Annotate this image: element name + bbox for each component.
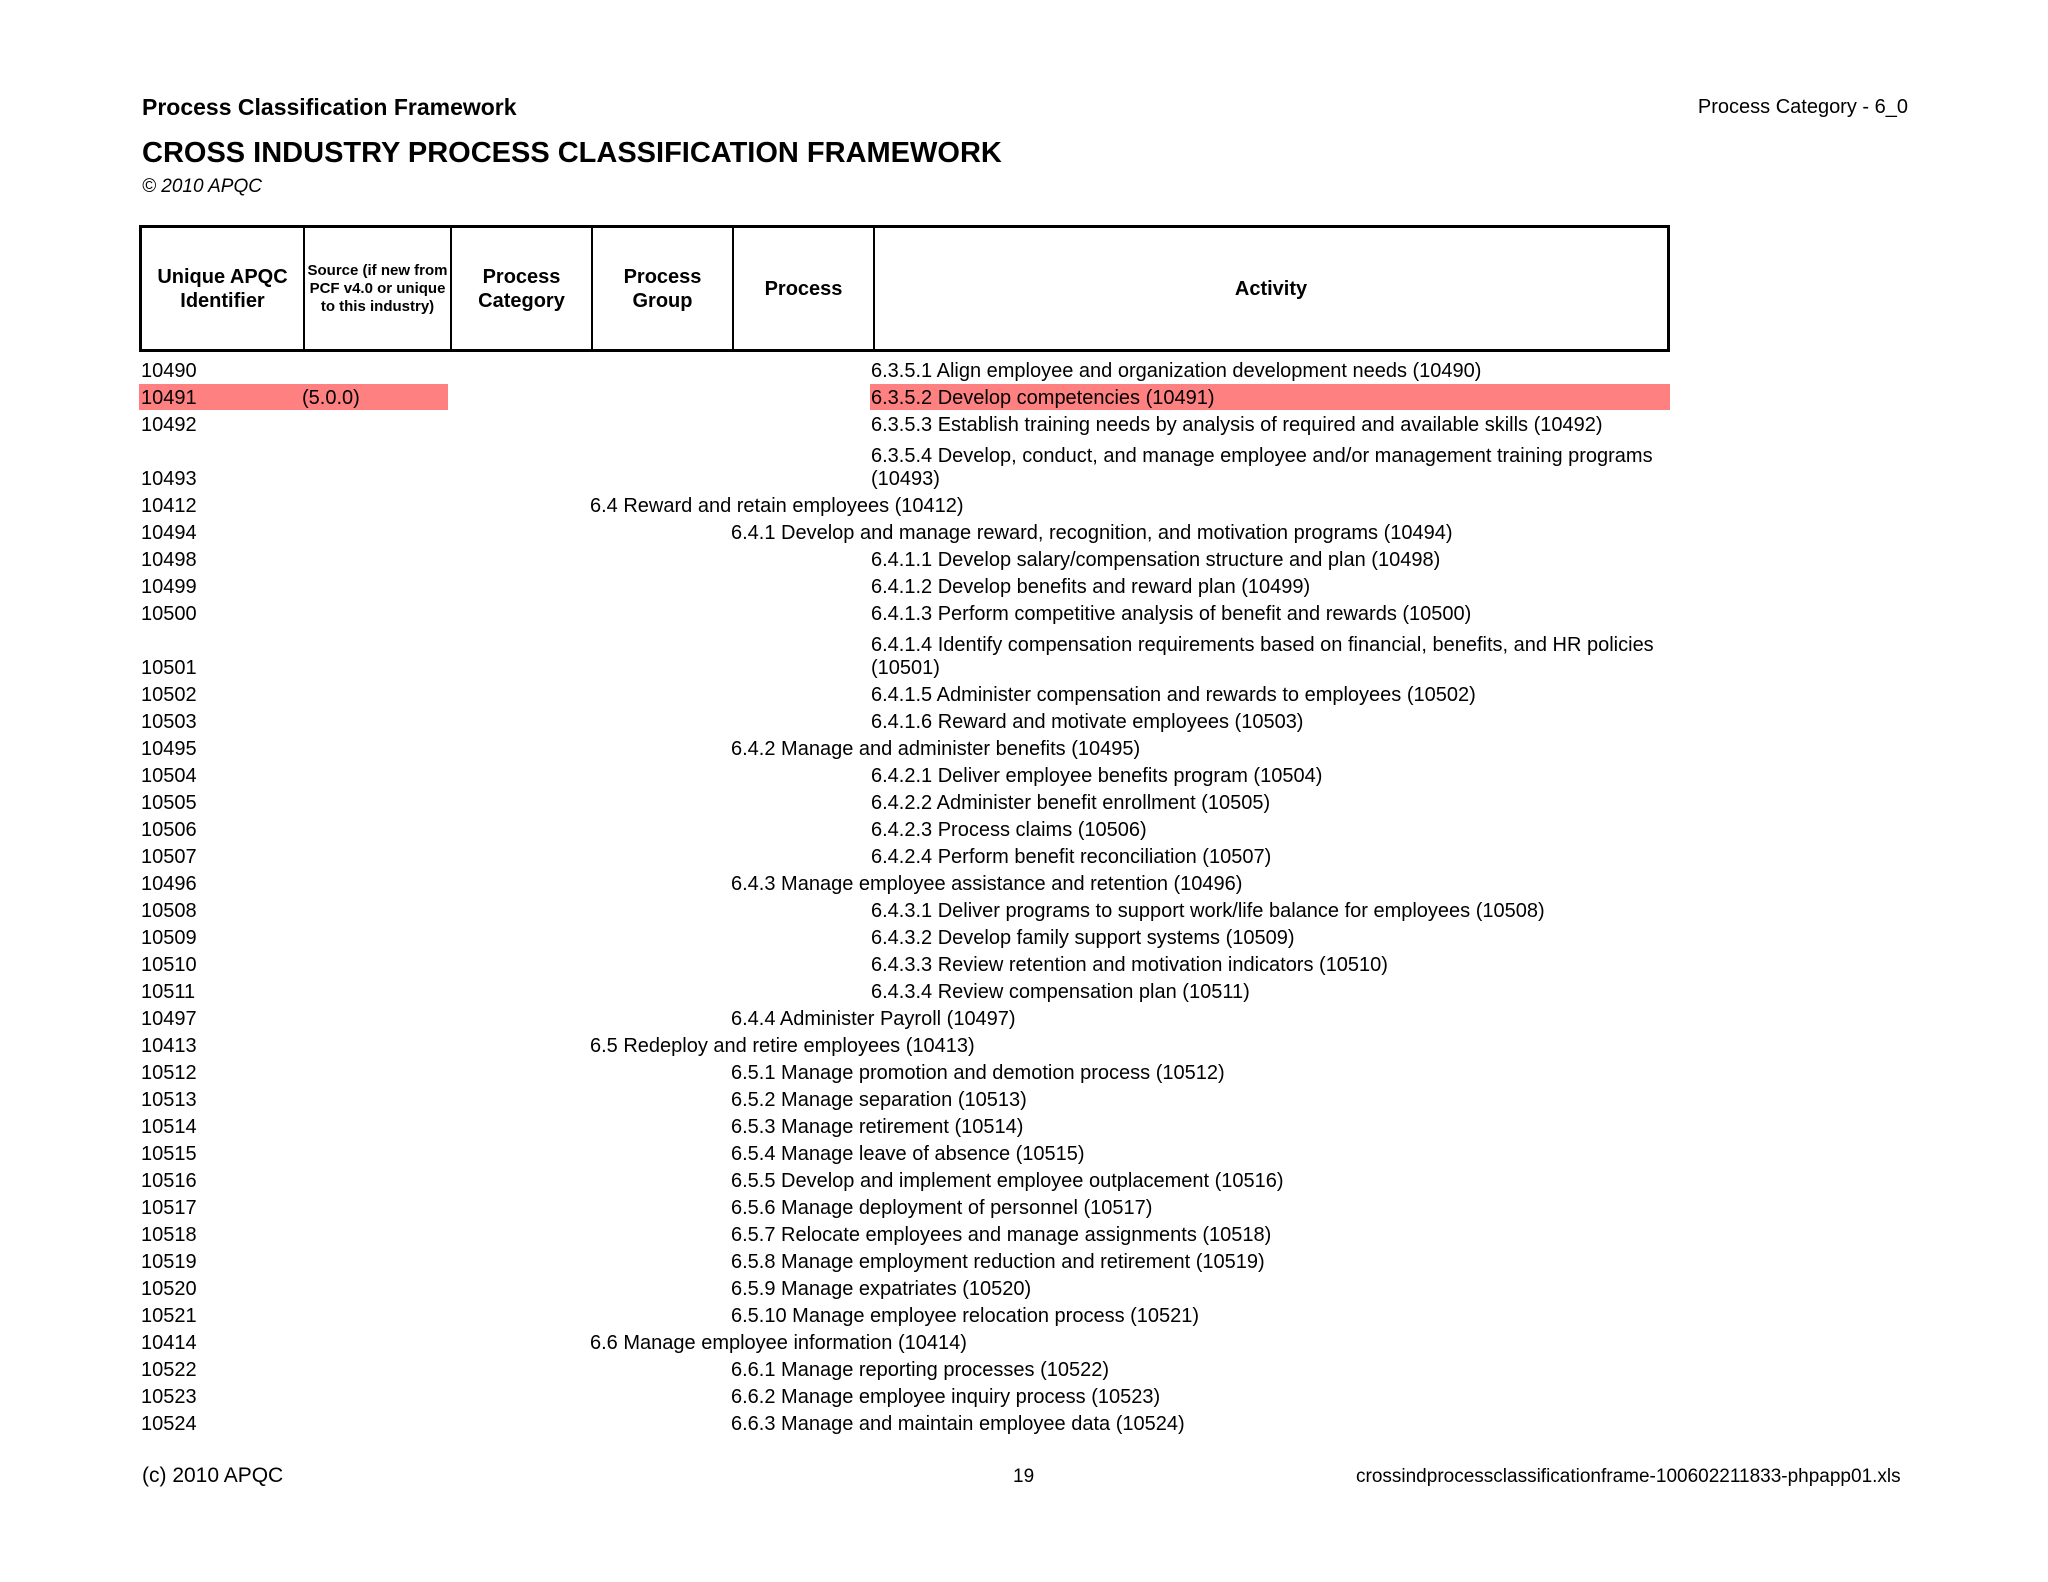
cell-unique-id: 10512	[141, 1062, 197, 1084]
table-row	[0, 815, 2048, 842]
table-row	[0, 572, 2048, 599]
cell-unique-id: 10511	[141, 981, 196, 1003]
doc-title: Process Classification Framework	[142, 94, 517, 120]
cell-process-text: 6.5.9 Manage expatriates (10520)	[731, 1278, 1032, 1300]
cell-unique-id: 10514	[141, 1116, 197, 1138]
cell-unique-id: 10506	[141, 819, 197, 841]
column-header-process-group: Process Group	[591, 228, 732, 349]
cell-process-text: 6.4.1.6 Reward and motivate employees (10503)	[871, 711, 1304, 733]
cell-process-text: 6.6.3 Manage and maintain employee data (10524)	[731, 1413, 1185, 1435]
table-row	[0, 842, 2048, 869]
cell-process-text: 6.4.2.3 Process claims (10506)	[871, 819, 1147, 841]
table-row	[0, 356, 2048, 383]
table-row	[0, 950, 2048, 977]
table-row	[0, 1274, 2048, 1301]
cell-process-text: 6.6 Manage employee information (10414)	[590, 1332, 967, 1354]
cell-unique-id: 10493	[141, 468, 197, 490]
cell-process-text: 6.4.1.1 Develop salary/compensation structure and plan (10498)	[871, 549, 1441, 571]
table-row	[0, 1328, 2048, 1355]
cell-unique-id: 10509	[141, 927, 197, 949]
cell-unique-id: 10490	[141, 360, 197, 382]
cell-unique-id: 10501	[141, 657, 197, 679]
cell-process-text: 6.5.8 Manage employment reduction and retirement (10519)	[731, 1251, 1265, 1273]
column-header-source: Source (if new from PCF v4.0 or unique to this industry)	[303, 228, 450, 349]
cell-unique-id: 10412	[141, 495, 197, 517]
cell-unique-id: 10413	[141, 1035, 197, 1057]
table-row	[0, 1004, 2048, 1031]
cell-process-text: 6.4.2.2 Administer benefit enrollment (10505)	[871, 792, 1271, 814]
cell-process-text: 6.5 Redeploy and retire employees (10413)	[590, 1035, 975, 1057]
table-row	[0, 410, 2048, 437]
table-row	[0, 1166, 2048, 1193]
cell-unique-id: 10504	[141, 765, 197, 787]
cell-process-text: 6.4.1.5 Administer compensation and rewards to employees (10502)	[871, 684, 1476, 706]
table-row	[0, 1247, 2048, 1274]
table-row	[0, 1085, 2048, 1112]
table-row	[0, 1031, 2048, 1058]
cell-process-text: 6.5.3 Manage retirement (10514)	[731, 1116, 1024, 1138]
cell-unique-id: 10519	[141, 1251, 197, 1273]
cell-unique-id: 10513	[141, 1089, 197, 1111]
table-row	[0, 680, 2048, 707]
table-row	[0, 383, 2048, 410]
cell-unique-id: 10414	[141, 1332, 197, 1354]
table-row	[0, 896, 2048, 923]
cell-unique-id: 10522	[141, 1359, 197, 1381]
page-number: 19	[1013, 1466, 1035, 1487]
cell-process-text: 6.6.2 Manage employee inquiry process (10523)	[731, 1386, 1161, 1408]
cell-unique-id: 10491	[141, 387, 197, 409]
table-row	[0, 1409, 2048, 1436]
cell-process-text: 6.4.2.1 Deliver employee benefits program (10504)	[871, 765, 1323, 787]
cell-unique-id: 10507	[141, 846, 197, 868]
table-row	[0, 1139, 2048, 1166]
table-row	[0, 734, 2048, 761]
table-row	[0, 1112, 2048, 1139]
cell-unique-id: 10497	[141, 1008, 197, 1030]
table-row	[0, 626, 2048, 680]
cell-unique-id: 10503	[141, 711, 197, 733]
cell-process-text: 6.4.3.3 Review retention and motivation indicators (10510)	[871, 954, 1388, 976]
cell-process-text: 6.5.10 Manage employee relocation process (10521)	[731, 1305, 1200, 1327]
cell-process-text: 6.3.5.2 Develop competencies (10491)	[871, 387, 1215, 409]
cell-unique-id: 10520	[141, 1278, 197, 1300]
cell-unique-id: 10500	[141, 603, 197, 625]
cell-process-text: 6.4.1.3 Perform competitive analysis of benefit and rewards (10500)	[871, 603, 1472, 625]
cell-process-text: 6.4.1.2 Develop benefits and reward plan (10499)	[871, 576, 1311, 598]
footer-copyright: (c) 2010 APQC	[142, 1464, 284, 1487]
cell-process-text: 6.4 Reward and retain employees (10412)	[590, 495, 964, 517]
cell-process-text: 6.6.1 Manage reporting processes (10522)	[731, 1359, 1110, 1381]
cell-process-text: 6.4.1 Develop and manage reward, recognition, and motivation programs (10494)	[731, 522, 1453, 544]
table-row	[0, 518, 2048, 545]
cell-unique-id: 10498	[141, 549, 197, 571]
cell-process-text: 6.4.3.2 Develop family support systems (10509)	[871, 927, 1295, 949]
table-row	[0, 1220, 2048, 1247]
cell-process-text: 6.5.6 Manage deployment of personnel (10517)	[731, 1197, 1153, 1219]
cell-unique-id: 10523	[141, 1386, 197, 1408]
cell-unique-id: 10516	[141, 1170, 197, 1192]
cell-process-text: 6.3.5.1 Align employee and organization development needs (10490)	[871, 360, 1482, 382]
table-row	[0, 1382, 2048, 1409]
cell-unique-id: 10508	[141, 900, 197, 922]
cell-process-text: 6.4.3.4 Review compensation plan (10511)	[871, 981, 1250, 1003]
table-row	[0, 1058, 2048, 1085]
cell-unique-id: 10521	[141, 1305, 197, 1327]
column-header-process-category: Process Category	[450, 228, 591, 349]
cell-process-text: 6.4.1.4 Identify compensation requirements based on financial, benefits, and HR policies (10501)	[871, 634, 1654, 679]
cell-process-text: 6.4.3.1 Deliver programs to support work/life balance for employees (10508)	[871, 900, 1545, 922]
cell-process-text: 6.4.3 Manage employee assistance and retention (10496)	[731, 873, 1243, 895]
cell-unique-id: 10524	[141, 1413, 197, 1435]
cell-unique-id: 10494	[141, 522, 197, 544]
cell-process-text: 6.4.4 Administer Payroll (10497)	[731, 1008, 1016, 1030]
table-row	[0, 788, 2048, 815]
cell-unique-id: 10502	[141, 684, 197, 706]
table-row	[0, 761, 2048, 788]
table-row	[0, 491, 2048, 518]
column-header-unique-id: Unique APQC Identifier	[157, 265, 288, 312]
category-label: Process Category - 6_0	[1697, 96, 1908, 118]
cell-process-text: 6.4.2 Manage and administer benefits (10495)	[731, 738, 1141, 760]
cell-process-text: 6.5.5 Develop and implement employee outplacement (10516)	[731, 1170, 1284, 1192]
cell-process-text: 6.5.7 Relocate employees and manage assignments (10518)	[731, 1224, 1272, 1246]
cell-process-text: 6.5.4 Manage leave of absence (10515)	[731, 1143, 1085, 1165]
cell-unique-id: 10495	[141, 738, 197, 760]
table-row	[0, 1301, 2048, 1328]
cell-unique-id: 10510	[141, 954, 197, 976]
cell-unique-id: 10515	[141, 1143, 197, 1165]
cell-process-text: 6.4.2.4 Perform benefit reconciliation (10507)	[871, 846, 1272, 868]
column-header-activity: Activity	[873, 228, 1667, 349]
table-row	[0, 545, 2048, 572]
cell-source: (5.0.0)	[302, 387, 360, 409]
copyright-notice: © 2010 APQC	[142, 176, 262, 197]
cell-process-text: 6.3.5.4 Develop, conduct, and manage employee and/or management training programs (10493)	[871, 445, 1653, 490]
table-header	[139, 225, 1670, 352]
table-row	[0, 437, 2048, 491]
table-row	[0, 707, 2048, 734]
cell-unique-id: 10518	[141, 1224, 197, 1246]
table-row	[0, 977, 2048, 1004]
table-row	[0, 869, 2048, 896]
table-row	[0, 1193, 2048, 1220]
cell-process-text: 6.5.1 Manage promotion and demotion process (10512)	[731, 1062, 1225, 1084]
cell-unique-id: 10496	[141, 873, 197, 895]
table-row	[0, 1355, 2048, 1382]
column-header-process: Process	[732, 228, 873, 349]
footer-file-name: crossindprocessclassificationframe-100602211833-phpapp01.xls	[1356, 1466, 1901, 1487]
table-row	[0, 599, 2048, 626]
cell-unique-id: 10505	[141, 792, 197, 814]
cell-unique-id: 10517	[141, 1197, 197, 1219]
cell-process-text: 6.3.5.3 Establish training needs by analysis of required and available skills (10492)	[871, 414, 1603, 436]
main-title: CROSS INDUSTRY PROCESS CLASSIFICATION FRAMEWORK	[142, 137, 1002, 169]
table-row	[0, 923, 2048, 950]
cell-unique-id: 10492	[141, 414, 197, 436]
cell-process-text: 6.5.2 Manage separation (10513)	[731, 1089, 1027, 1111]
cell-unique-id: 10499	[141, 576, 197, 598]
